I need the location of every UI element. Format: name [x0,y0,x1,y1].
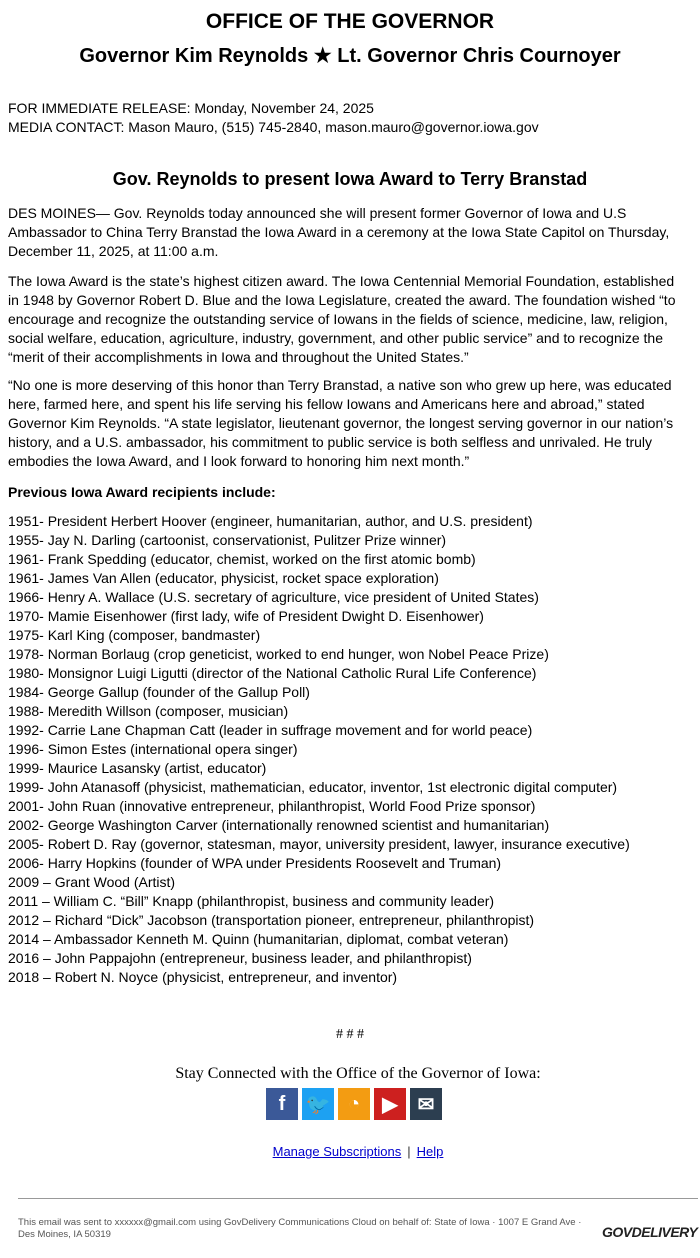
text-line: social welfare, education, agriculture, industry, government, and other public service” and to recognize the [8,330,663,346]
footer-text: This email was sent to xxxxxx@gmail.com using GovDelivery Communications Cloud on behalf of: State of Iowa · 1007 E Grand Ave · Des Moines, IA 50319 [18,1217,582,1240]
recipient-item: 1980- Monsignor Luigi Ligutti (director of the National Catholic Rural Life Conference) [8,665,537,681]
recipient-item: 2005- Robert D. Ray (governor, statesman, mayor, university president, lawyer, insurance executive) [8,836,630,852]
text-line: Governor Kim Reynolds. “A state legislator, lieutenant governor, the longest serving governor in our nation’s [8,415,674,431]
paragraph-2 [8,272,675,367]
recipient-item: 1999- John Atanasoff (physicist, mathematician, educator, inventor, 1st electronic digital computer) [8,779,618,795]
paragraph-3 [8,376,673,471]
recipients-list [8,512,630,987]
help-link[interactable]: Help [416,1144,444,1159]
recipient-item: 1966- Henry A. Wallace (U.S. secretary of agriculture, vice president of United States) [8,589,539,605]
text-line: here, farmed here, and spent his life serving his fellow Iowans and Americans here and abroad,” stated [8,396,645,412]
text-line: Ambassador to China Terry Branstad the Iowa Award in a ceremony at the Iowa State Capitol on Thursday, [8,224,670,240]
recipient-item: 1999- Maurice Lasansky (artist, educator) [8,760,267,776]
text-line: The Iowa Award is the state’s highest citizen award. The Iowa Centennial Memorial Foundation, established [8,273,675,289]
recipient-item: 1951- President Herbert Hoover (engineer, humanitarian, author, and U.S. president) [8,513,533,529]
recipient-item: 2009 – Grant Wood (Artist) [8,874,176,890]
recipient-item: 1961- James Van Allen (educator, physicist, rocket space exploration) [8,570,439,586]
governor-subtitle: Governor Kim Reynolds ★ Lt. Governor Chris Cournoyer [79,45,621,67]
release-info [8,99,539,137]
text-line: December 11, 2025, at 11:00 a.m. [8,243,219,259]
recipient-item: 1961- Frank Spedding (educator, chemist, worked on the first atomic bomb) [8,551,476,567]
email-icon[interactable]: ✉ [410,1088,442,1120]
release-date: FOR IMMEDIATE RELEASE: Monday, November 24, 2025 [8,100,374,116]
recipient-item: 2012 – Richard “Dick” Jacobson (transportation pioneer, entrepreneur, philanthropist) [8,912,535,928]
recipient-item: 2018 – Robert N. Noyce (physicist, entrepreneur, and inventor) [8,969,398,985]
recipient-item: 1996- Simon Estes (international opera singer) [8,741,298,757]
recipient-item: 2002- George Washington Carver (internationally renowned scientist and humanitarian) [8,817,550,833]
text-line: encourage and recognize the outstanding service of Iowans in the fields of science, medicine, law, religion, [8,311,668,327]
recipient-item: 1970- Mamie Eisenhower (first lady, wife of President Dwight D. Eisenhower) [8,608,484,624]
recipients-heading: Previous Iowa Award recipients include: [8,484,276,500]
recipient-item: 1984- George Gallup (founder of the Gallup Poll) [8,684,310,700]
social-icons [266,1088,442,1120]
text-line: DES MOINES— Gov. Reynolds today announced she will present former Governor of Iowa and U.S [8,205,627,221]
stay-connected: Stay Connected with the Office of the Governor of Iowa: [175,1065,541,1082]
text-line: in 1948 by Governor Robert D. Blue and the Iowa Legislature, created the award. The foundation wished “to [8,292,676,308]
end-mark: # # # [336,1027,364,1042]
recipient-item: 1975- Karl King (composer, bandmaster) [8,627,261,643]
recipient-item: 1955- Jay N. Darling (cartoonist, conservationist, Pulitzer Prize winner) [8,532,447,548]
text-line: “No one is more deserving of this honor than Terry Branstad, a native son who grew up here, was educated [8,377,672,393]
recipient-item: 2011 – William C. “Bill” Knapp (philanthropist, business and community leader) [8,893,495,909]
text-line: embodies the Iowa Award, and I look forward to honoring him next month.” [8,453,470,469]
text-line: “merit of their accomplishments in Iowa and throughout the United States.” [8,349,469,365]
recipient-item: 1978- Norman Borlaug (crop geneticist, worked to end hunger, won Nobel Peace Prize) [8,646,549,662]
paragraph-1 [8,204,669,261]
recipient-item: 2014 – Ambassador Kenneth M. Quinn (humanitarian, diplomat, combat veteran) [8,931,509,947]
link-separator: | [407,1144,411,1159]
recipient-item: 1992- Carrie Lane Chapman Catt (leader in suffrage movement and for world peace) [8,722,533,738]
divider [18,1198,698,1199]
office-title: OFFICE OF THE GOVERNOR [205,10,495,33]
youtube-icon[interactable]: ▶ [374,1088,406,1120]
twitter-icon[interactable]: 🐦 [302,1088,334,1120]
rss-icon[interactable]: ◔ [338,1088,370,1120]
footer-links [0,1144,700,1159]
govdelivery-logo: GOVDELIVERY [602,1224,698,1240]
recipient-item: 2001- John Ruan (innovative entrepreneur, philanthropist, World Food Prize sponsor) [8,798,536,814]
facebook-icon[interactable]: f [266,1088,298,1120]
recipient-item: 2016 – John Pappajohn (entrepreneur, business leader, and philanthropist) [8,950,472,966]
text-line: history, and a U.S. ambassador, his commitment to public service is both selfless and unrivaled. He truly [8,434,653,450]
media-contact: MEDIA CONTACT: Mason Mauro, (515) 745-2840, mason.mauro@governor.iowa.gov [8,119,539,135]
recipient-item: 2006- Harry Hopkins (founder of WPA under Presidents Roosevelt and Truman) [8,855,502,871]
recipient-item: 1988- Meredith Willson (composer, musician) [8,703,289,719]
headline: Gov. Reynolds to present Iowa Award to Terry Branstad [112,169,588,189]
manage-subscriptions-link[interactable]: Manage Subscriptions [272,1144,402,1159]
